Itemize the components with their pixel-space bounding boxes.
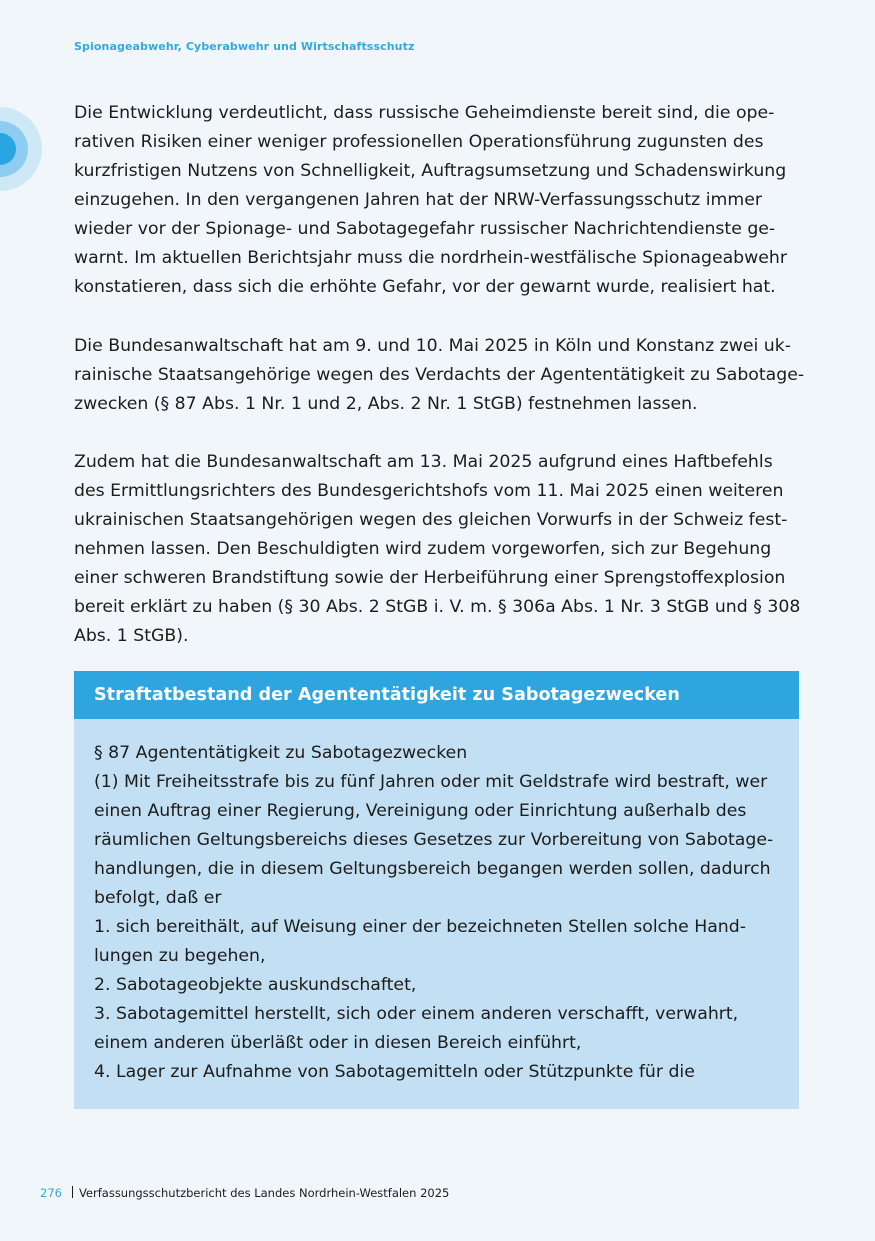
text-line: konstatieren, dass sich die erhöhte Gefahr, vor der gewarnt wurde, realisiert hat.: [74, 277, 776, 297]
page-number: 276: [40, 1186, 62, 1200]
text-line: einzugehen. In den vergangenen Jahren hat der NRW-Verfassungsschutz immer: [74, 190, 762, 210]
text-line: Zudem hat die Bundesanwaltschaft am 13. Mai 2025 aufgrund eines Haftbefehls: [74, 452, 773, 472]
legal-infobox: [74, 671, 799, 1109]
infobox-line: handlungen, die in diesem Geltungsbereich begangen werden sollen, dadurch: [94, 859, 771, 879]
text-line: zwecken (§ 87 Abs. 1 Nr. 1 und 2, Abs. 2 Nr. 1 StGB) festnehmen lassen.: [74, 394, 698, 414]
decorative-circle-icon: [0, 107, 42, 191]
text-line: des Ermittlungsrichters des Bundesgerichtshofs vom 11. Mai 2025 einen weiteren: [74, 481, 784, 501]
footer-divider: [72, 1186, 73, 1198]
text-line: Abs. 1 StGB).: [74, 626, 189, 646]
paragraph-2: [74, 332, 804, 419]
infobox-line: lungen zu begehen,: [94, 946, 266, 966]
text-line: wieder vor der Spionage- und Sabotagegefahr russischer Nachrichtendienste ge-: [74, 219, 776, 239]
text-line: einer schweren Brandstiftung sowie der Herbeiführung einer Sprengstoffexplosion: [74, 568, 786, 588]
text-line: nehmen lassen. Den Beschuldigten wird zudem vorgeworfen, sich zur Begehung: [74, 539, 772, 559]
text-line: rativen Risiken einer weniger professionellen Operationsführung zugunsten des: [74, 132, 764, 152]
infobox-line: 1. sich bereithält, auf Weisung einer der bezeichneten Stellen solche Hand-: [94, 917, 746, 937]
text-line: rainische Staatsangehörige wegen des Verdachts der Agententätigkeit zu Sabotage-: [74, 365, 805, 385]
paragraph-1: [74, 99, 804, 302]
infobox-line: 4. Lager zur Aufnahme von Sabotagemitteln oder Stützpunkte für die: [94, 1062, 695, 1082]
text-line: kurzfristigen Nutzens von Schnelligkeit, Auftragsumsetzung und Schadenswirkung: [74, 161, 787, 181]
publication-title: Verfassungsschutzbericht des Landes Nordrhein-Westfalen 2025: [78, 1186, 450, 1200]
infobox-line: 2. Sabotageobjekte auskundschaftet,: [94, 975, 417, 995]
infobox-line: einen Auftrag einer Regierung, Vereinigung oder Einrichtung außerhalb des: [94, 801, 747, 821]
infobox-title: Straftatbestand der Agententätigkeit zu Sabotagezwecken: [74, 671, 799, 719]
infobox-body: [74, 719, 799, 1087]
infobox-line: einem anderen überläßt oder in diesen Bereich einführt,: [94, 1033, 582, 1053]
infobox-line: § 87 Agententätigkeit zu Sabotagezwecken: [94, 743, 468, 763]
text-line: bereit erklärt zu haben (§ 30 Abs. 2 StGB i. V. m. § 306a Abs. 1 Nr. 3 StGB und § 308: [74, 597, 801, 617]
text-line: Die Entwicklung verdeutlicht, dass russische Geheimdienste bereit sind, die ope-: [74, 103, 775, 123]
text-line: warnt. Im aktuellen Berichtsjahr muss die nordrhein-westfälische Spionageabwehr: [74, 248, 787, 268]
infobox-line: befolgt, daß er: [94, 888, 222, 908]
text-line: Die Bundesanwaltschaft hat am 9. und 10. Mai 2025 in Köln und Konstanz zwei uk-: [74, 336, 791, 356]
infobox-line: räumlichen Geltungsbereichs dieses Gesetzes zur Vorbereitung von Sabotage-: [94, 830, 774, 850]
paragraph-3: [74, 448, 804, 651]
running-header: Spionageabwehr, Cyberabwehr und Wirtschaftsschutz: [74, 40, 415, 53]
page-footer: [40, 1186, 449, 1200]
infobox-line: (1) Mit Freiheitsstrafe bis zu fünf Jahren oder mit Geldstrafe wird bestraft, wer: [94, 772, 768, 792]
text-line: ukrainischen Staatsangehörigen wegen des gleichen Vorwurfs in der Schweiz fest-: [74, 510, 788, 530]
infobox-line: 3. Sabotagemittel herstellt, sich oder einem anderen verschafft, verwahrt,: [94, 1004, 739, 1024]
